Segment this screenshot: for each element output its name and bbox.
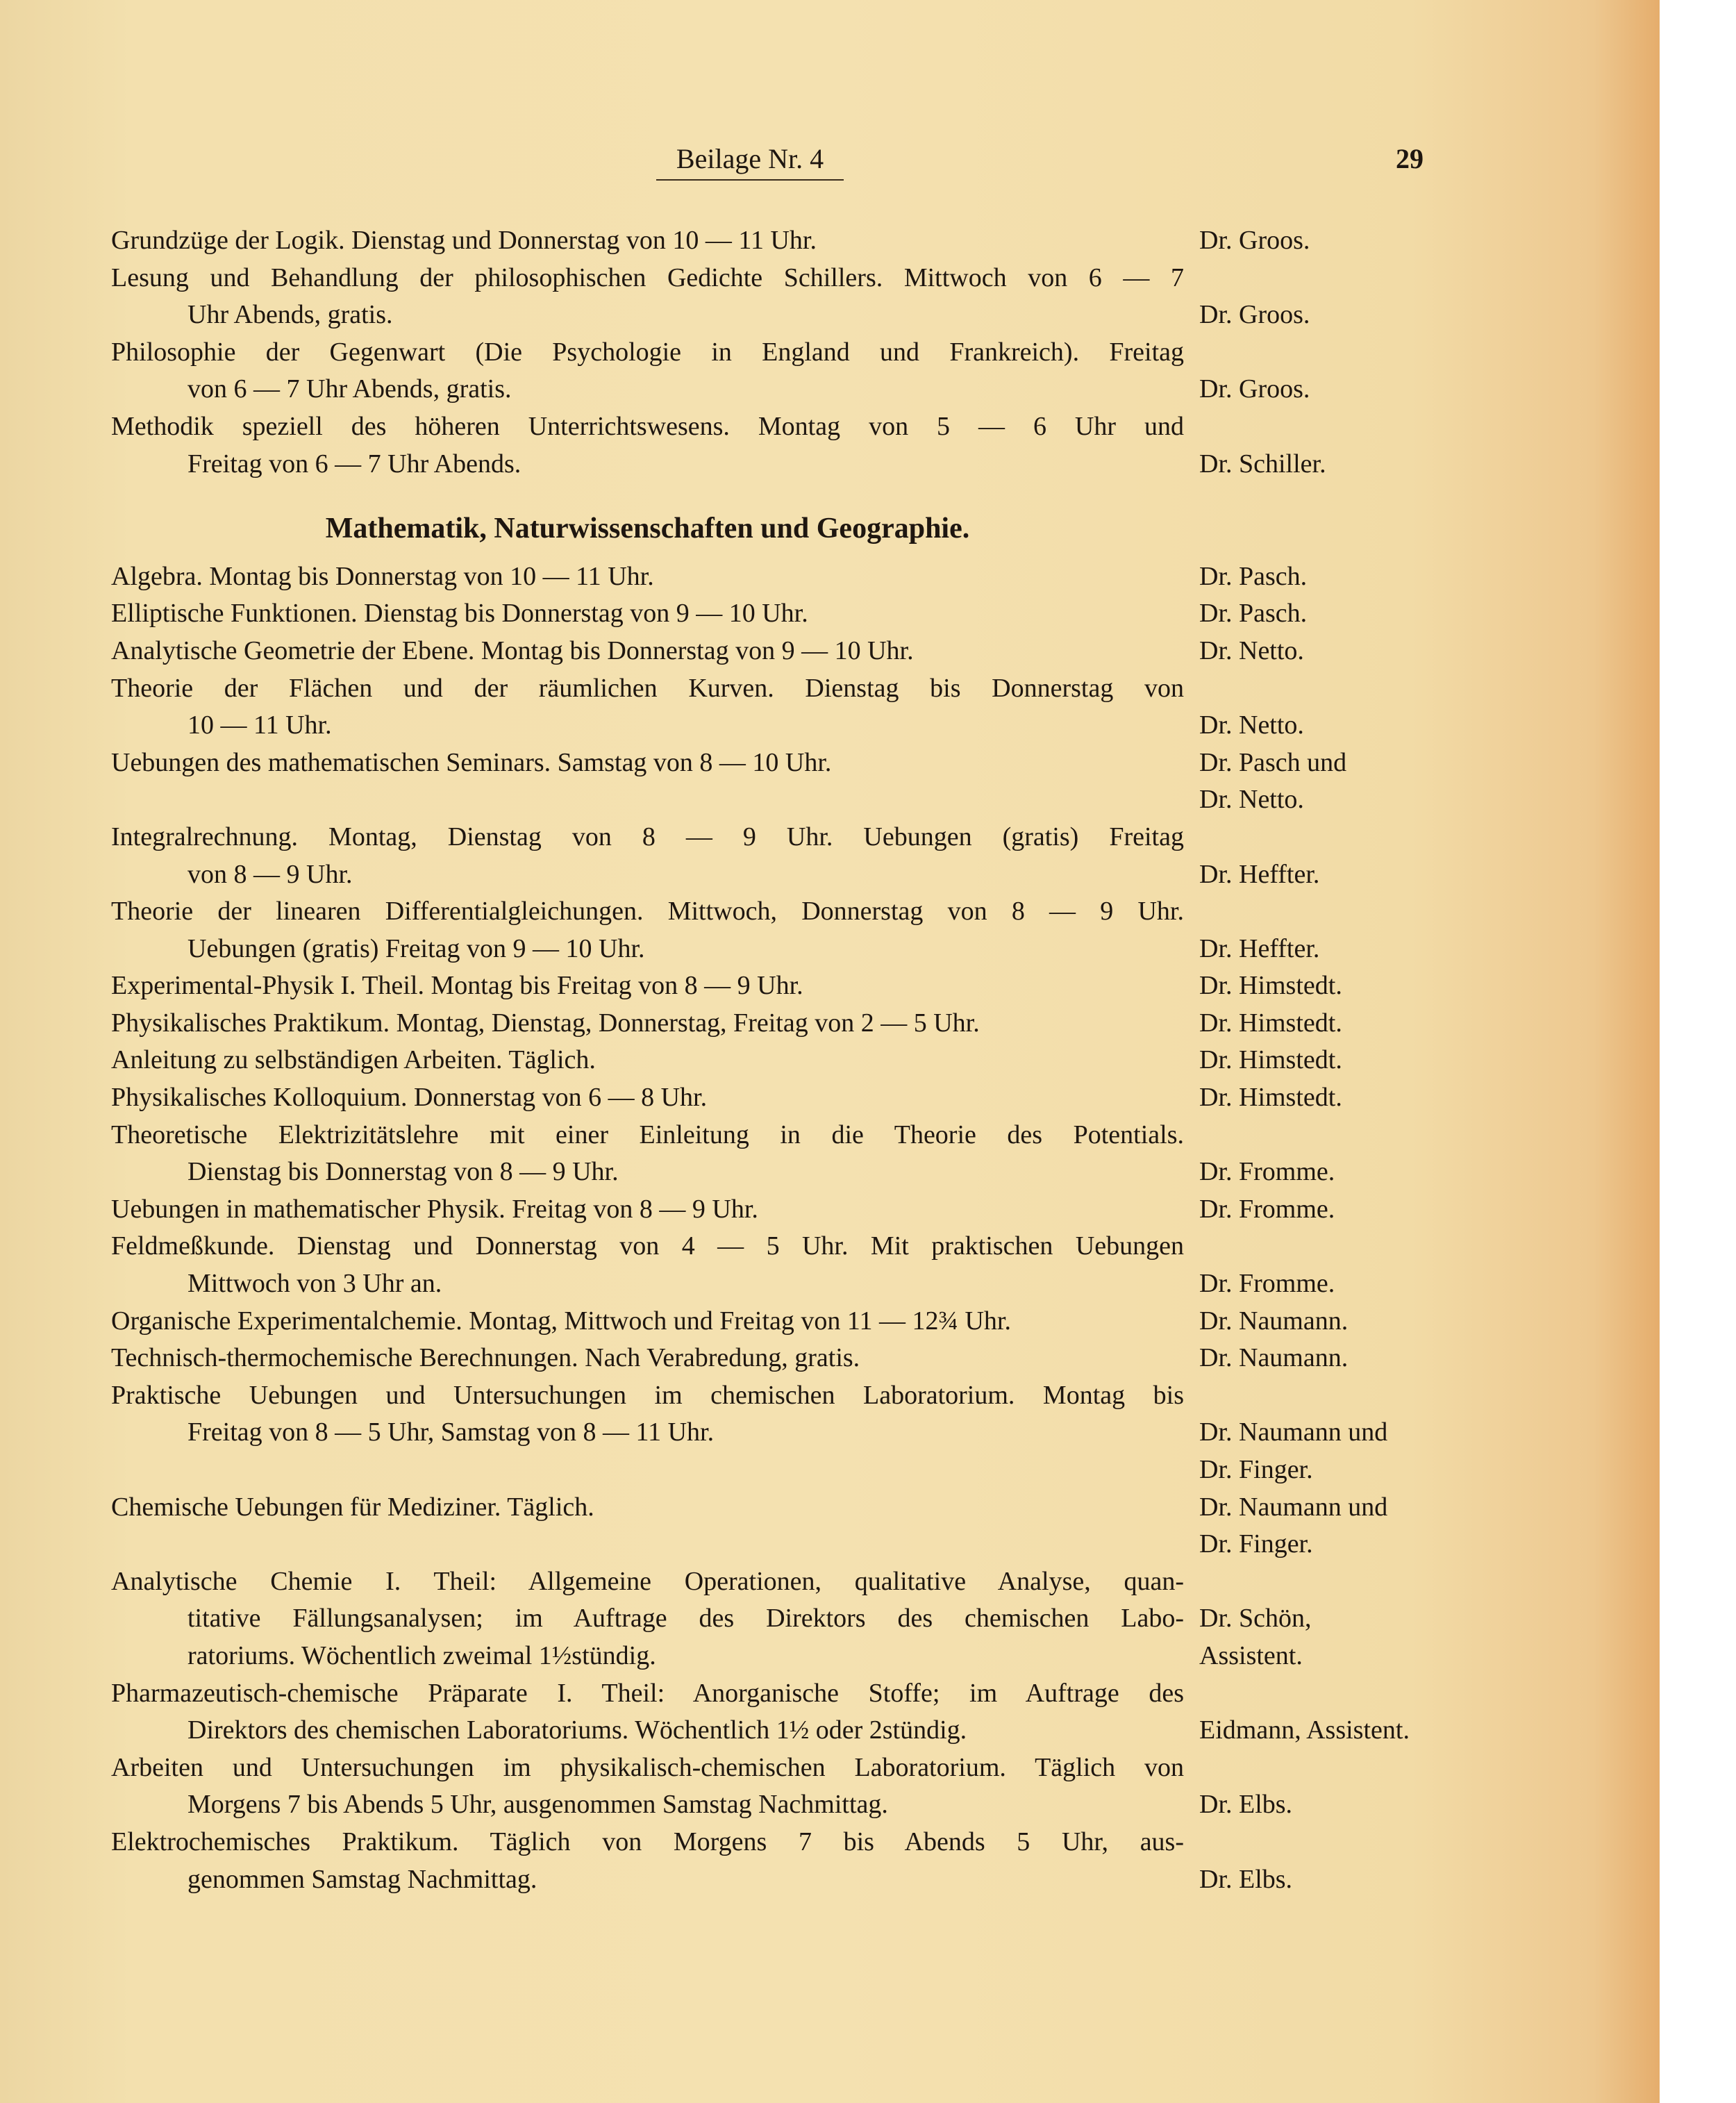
course-text-line: Elektrochemisches Praktikum. Täglich von Morgens 7 bis Abends 5 Uhr, aus- <box>111 1827 1184 1856</box>
course-text-line: Theorie der Flächen und der räumlichen Kurven. Dienstag bis Donnerstag von <box>111 673 1184 703</box>
course-text-line: Praktische Uebungen und Untersuchungen im chemischen Laboratorium. Montag bis <box>111 1380 1184 1410</box>
course-text-line: Theoretische Elektrizitätslehre mit einer Einleitung in die Theorie des Potentials. <box>111 1120 1184 1149</box>
course-text-line: Feldmeßkunde. Dienstag und Donnerstag von 4 — 5 Uhr. Mit praktischen Uebungen <box>111 1231 1184 1261</box>
text-row <box>111 1489 1653 1527</box>
course-text-line: Organische Experimentalchemie. Montag, Mittwoch und Freitag von 11 — 12¾ Uhr. <box>111 1306 1011 1336</box>
text-row <box>111 1861 1653 1899</box>
text-row <box>111 1638 1653 1675</box>
text-row <box>111 1340 1653 1377</box>
course-text-line: Physikalisches Kolloquium. Donnerstag von 6 — 8 Uhr. <box>111 1083 708 1113</box>
text-row <box>111 1377 1653 1415</box>
lecturer-name: Dr. Netto. <box>1199 710 1304 740</box>
course-text-line: Uebungen (gratis) Freitag von 9 — 10 Uhr. <box>187 933 645 963</box>
lecturer-name: Dr. Groos. <box>1199 300 1310 330</box>
lecturer-name: Dr. Groos. <box>1199 226 1310 255</box>
lecturer-name: Dr. Netto. <box>1199 785 1304 815</box>
lecturer-name: Dr. Groos. <box>1199 374 1310 404</box>
text-row <box>111 781 1653 819</box>
text-row <box>111 856 1653 894</box>
course-text-line: Experimental-Physik I. Theil. Montag bis Freitag von 8 — 9 Uhr. <box>111 971 803 1001</box>
text-row <box>111 1712 1653 1749</box>
course-text-line: Morgens 7 bis Abends 5 Uhr, ausgenommen Samstag Nachmittag. <box>187 1790 888 1820</box>
course-text-line: Philosophie der Gegenwart (Die Psychologie in England und Frankreich). Freitag <box>111 337 1184 367</box>
lecturer-name: Dr. Schiller. <box>1199 449 1326 479</box>
text-row <box>111 1675 1653 1713</box>
text-row <box>111 334 1653 372</box>
lecturer-name: Dr. Naumann und <box>1199 1418 1388 1447</box>
text-row <box>111 819 1653 856</box>
lecturer-name: Dr. Fromme. <box>1199 1157 1335 1187</box>
course-entry <box>111 1042 1653 1079</box>
text-row <box>111 707 1653 745</box>
text-row <box>111 1563 1653 1601</box>
lecturer-name: Dr. Naumann. <box>1199 1343 1349 1373</box>
running-title: Beilage Nr. 4 <box>656 142 844 181</box>
course-text-line: Mittwoch von 3 Uhr an. <box>187 1269 442 1299</box>
text-row <box>111 1117 1653 1154</box>
text-row <box>111 222 1653 260</box>
course-text-line: Integralrechnung. Montag, Dienstag von 8 — 9 Uhr. Uebungen (gratis) Freitag <box>111 822 1184 851</box>
course-entry <box>111 893 1653 967</box>
course-entry <box>111 558 1653 596</box>
text-row <box>111 967 1653 1005</box>
text-row <box>111 931 1653 968</box>
course-entry <box>111 1563 1653 1675</box>
text-row <box>111 1154 1653 1191</box>
course-entry <box>111 595 1653 633</box>
lecturer-name: Dr. Himstedt. <box>1199 1008 1342 1038</box>
text-row <box>111 1191 1653 1229</box>
text-row <box>111 1824 1653 1861</box>
course-text-line: Freitag von 6 — 7 Uhr Abends. <box>187 449 521 479</box>
page-header <box>0 142 1660 184</box>
lecturer-name: Dr. Schön, <box>1199 1604 1312 1634</box>
course-text-line: Technisch-thermochemische Berechnungen. Nach Verabredung, gratis. <box>111 1343 860 1373</box>
course-text-line: Anleitung zu selbständigen Arbeiten. Täglich. <box>111 1045 596 1075</box>
text-row <box>111 893 1653 931</box>
course-text-line: Direktors des chemischen Laboratoriums. Wöchentlich 1½ oder 2stündig. <box>187 1715 967 1745</box>
text-row <box>111 1452 1653 1489</box>
text-row <box>111 260 1653 297</box>
course-entry <box>111 670 1653 745</box>
text-row <box>111 633 1653 670</box>
course-text-line: Dienstag bis Donnerstag von 8 — 9 Uhr. <box>187 1157 619 1187</box>
course-entry <box>111 222 1653 260</box>
lecturer-name: Dr. Pasch. <box>1199 561 1308 591</box>
text-row <box>111 745 1653 782</box>
course-text-line: Freitag von 8 — 5 Uhr, Samstag von 8 — 11 Uhr. <box>187 1418 715 1447</box>
course-entry <box>111 1079 1653 1117</box>
course-text-line: genommen Samstag Nachmittag. <box>187 1864 537 1894</box>
section-heading: Mathematik, Naturwissenschaften und Geographie. <box>325 513 970 545</box>
course-text-line: Physikalisches Praktikum. Montag, Dienstag, Donnerstag, Freitag von 2 — 5 Uhr. <box>111 1008 980 1038</box>
course-entry <box>111 1377 1653 1489</box>
course-text-line: Algebra. Montag bis Donnerstag von 10 — 11 Uhr. <box>111 561 654 591</box>
course-text-line: von 8 — 9 Uhr. <box>187 859 353 889</box>
text-row <box>111 1786 1653 1824</box>
course-entry <box>111 408 1653 483</box>
lecturer-name: Dr. Himstedt. <box>1199 1045 1342 1075</box>
text-row <box>111 1265 1653 1303</box>
course-text-line: Lesung und Behandlung der philosophischen Gedichte Schillers. Mittwoch von 6 — 7 <box>111 263 1184 292</box>
text-row <box>111 1600 1653 1638</box>
lecturer-name: Dr. Himstedt. <box>1199 1083 1342 1113</box>
course-text-line: Analytische Chemie I. Theil: Allgemeine Operationen, qualitative Analyse, quan- <box>111 1566 1184 1596</box>
course-text-line: von 6 — 7 Uhr Abends, gratis. <box>187 374 512 404</box>
course-entry <box>111 334 1653 408</box>
text-row <box>111 670 1653 708</box>
course-entry <box>111 1117 1653 1191</box>
course-text-line: Analytische Geometrie der Ebene. Montag bis Donnerstag von 9 — 10 Uhr. <box>111 635 914 665</box>
lecturer-name: Dr. Pasch. <box>1199 599 1308 629</box>
course-text-line: Arbeiten und Untersuchungen im physikalisch-chemischen Laboratorium. Täglich von <box>111 1752 1184 1782</box>
text-row <box>111 371 1653 408</box>
course-entry <box>111 1675 1653 1749</box>
lecturer-name: Dr. Himstedt. <box>1199 971 1342 1001</box>
text-row <box>111 1228 1653 1265</box>
text-row <box>111 1526 1653 1563</box>
course-entry <box>111 1228 1653 1302</box>
text-row <box>111 595 1653 633</box>
text-row <box>111 1303 1653 1340</box>
lecturer-name: Dr. Fromme. <box>1199 1194 1335 1224</box>
text-row <box>111 446 1653 483</box>
lecturer-name: Dr. Heffter. <box>1199 859 1320 889</box>
lecturer-name: Dr. Naumann und <box>1199 1492 1388 1522</box>
course-text-line: 10 — 11 Uhr. <box>187 710 332 740</box>
course-entry <box>111 1749 1653 1824</box>
course-entry <box>111 1340 1653 1377</box>
course-entry <box>111 1489 1653 1563</box>
course-text-line: Chemische Uebungen für Mediziner. Täglich. <box>111 1492 594 1522</box>
course-listing <box>111 222 1653 1898</box>
course-entry <box>111 1005 1653 1042</box>
lecturer-name: Dr. Pasch und <box>1199 747 1347 777</box>
course-entry <box>111 819 1653 893</box>
course-text-line: Methodik speziell des höheren Unterrichtswesens. Montag von 5 — 6 Uhr und <box>111 411 1184 441</box>
text-row <box>111 1749 1653 1787</box>
lecturer-name: Dr. Fromme. <box>1199 1269 1335 1299</box>
lecturer-name: Eidmann, Assistent. <box>1199 1715 1410 1745</box>
lecturer-name: Dr. Naumann. <box>1199 1306 1349 1336</box>
course-entry <box>111 260 1653 334</box>
lecturer-name: Dr. Finger. <box>1199 1455 1313 1484</box>
course-entry <box>111 967 1653 1005</box>
course-text-line: Uebungen in mathematischer Physik. Freitag von 8 — 9 Uhr. <box>111 1194 758 1224</box>
course-text-line: titative Fällungsanalysen; im Auftrage des Direktors des chemischen Labo- <box>187 1604 1184 1634</box>
text-row <box>111 1414 1653 1452</box>
lecturer-name: Dr. Finger. <box>1199 1529 1313 1559</box>
course-entry <box>111 1303 1653 1340</box>
lecturer-name: Dr. Elbs. <box>1199 1864 1293 1894</box>
text-row <box>111 1079 1653 1117</box>
lecturer-name: Dr. Elbs. <box>1199 1790 1293 1820</box>
course-text-line: Uebungen des mathematischen Seminars. Samstag von 8 — 10 Uhr. <box>111 747 832 777</box>
text-row <box>111 1005 1653 1042</box>
lecturer-name: Dr. Heffter. <box>1199 933 1320 963</box>
course-entry <box>111 1191 1653 1229</box>
course-entry <box>111 1824 1653 1898</box>
course-text-line: Uhr Abends, gratis. <box>187 300 393 330</box>
course-text-line: Grundzüge der Logik. Dienstag und Donnerstag von 10 — 11 Uhr. <box>111 226 817 255</box>
course-entry <box>111 745 1653 819</box>
course-entry <box>111 633 1653 670</box>
text-row <box>111 297 1653 334</box>
course-text-line: ratoriums. Wöchentlich zweimal 1½stündig. <box>187 1640 656 1670</box>
course-text-line: Elliptische Funktionen. Dienstag bis Donnerstag von 9 — 10 Uhr. <box>111 599 808 629</box>
lecturer-name: Assistent. <box>1199 1640 1303 1670</box>
page-number: 29 <box>1396 143 1424 174</box>
text-row <box>111 408 1653 446</box>
course-text-line: Pharmazeutisch-chemische Präparate I. Theil: Anorganische Stoffe; im Auftrage des <box>111 1678 1184 1708</box>
text-row <box>111 1042 1653 1079</box>
text-row <box>111 558 1653 596</box>
course-text-line: Theorie der linearen Differentialgleichungen. Mittwoch, Donnerstag von 8 — 9 Uhr. <box>111 897 1184 926</box>
lecturer-name: Dr. Netto. <box>1199 635 1304 665</box>
